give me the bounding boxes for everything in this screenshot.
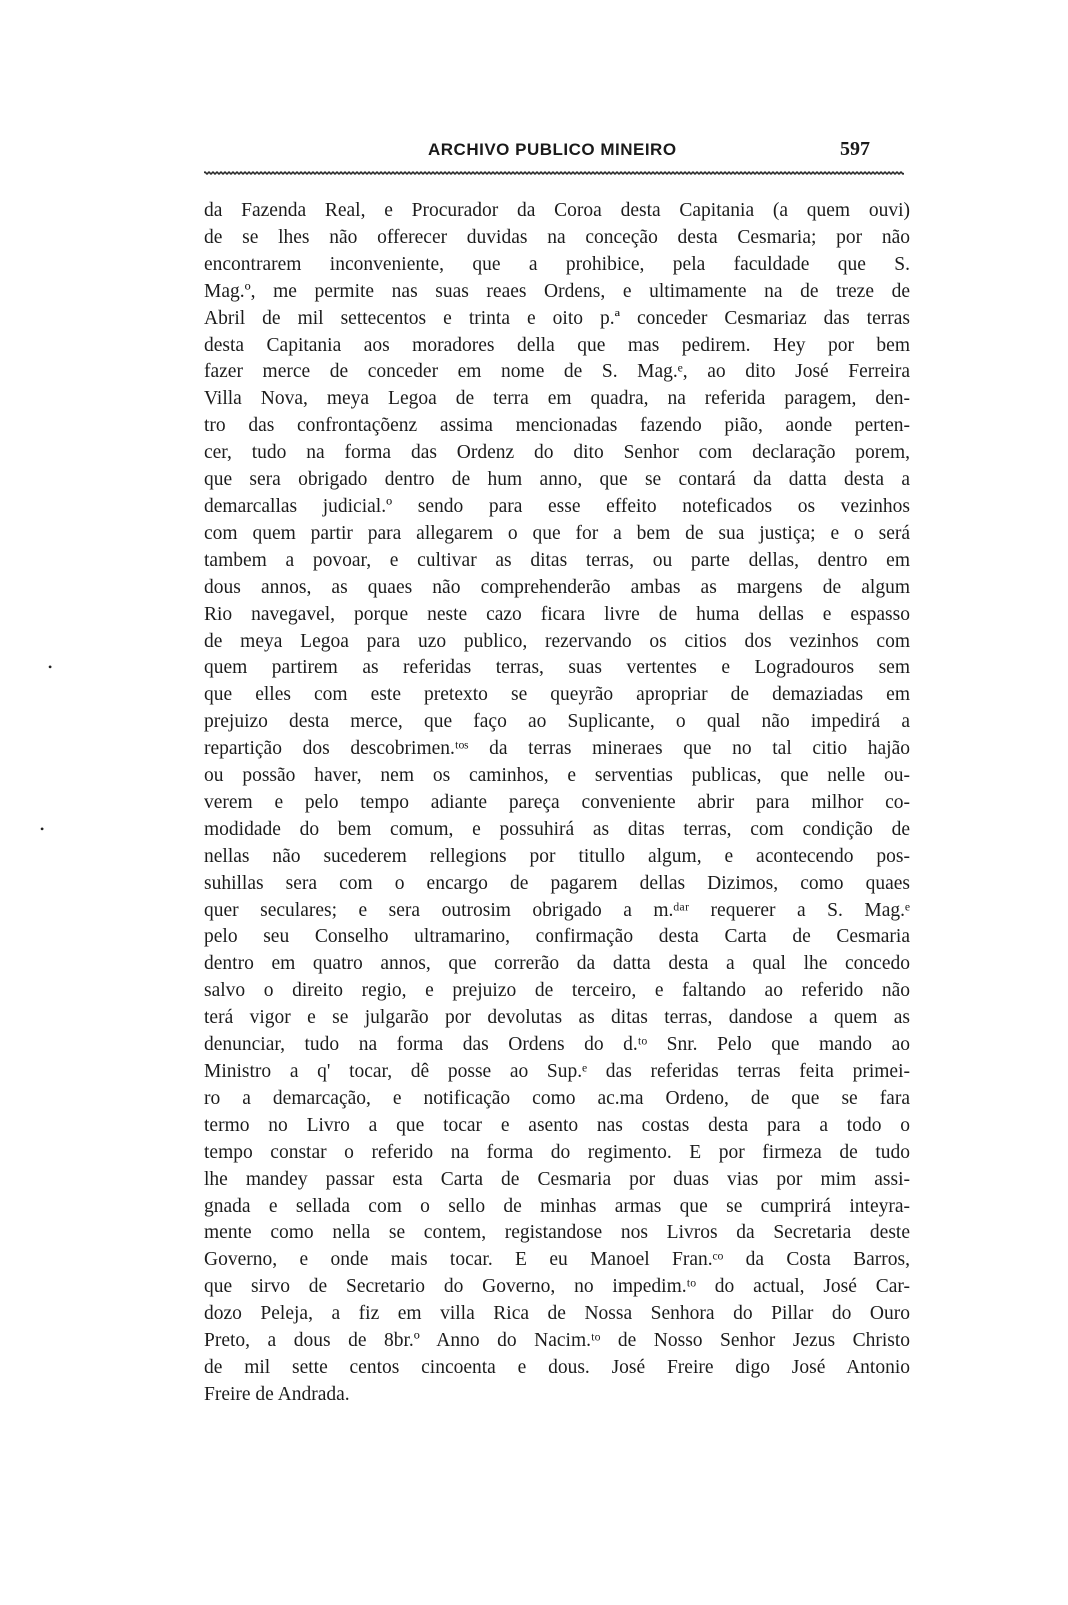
text-line: de meya Legoa para uzo publico, rezervando os citios dos vezinhos com	[204, 630, 910, 652]
text-line: dozo Peleja, a fiz em villa Rica de Nossa Senhora do Pillar do Ouro	[204, 1303, 910, 1325]
running-title: ARCHIVO PUBLICO MINEIRO	[428, 140, 677, 159]
text-line: dentro em quatro annos, que correrão da datta desta a qual lhe concedo	[204, 953, 910, 975]
text-line: tambem a povoar, e cultivar as ditas terras, ou parte dellas, dentro em	[204, 549, 910, 571]
text-line: Governo, e onde mais tocar. E eu Manoel Fran.ᶜᵒ da Costa Barros,	[204, 1249, 910, 1271]
text-line: Freire de Andrada.	[204, 1383, 350, 1405]
text-line: quer seculares; e sera outrosim obrigado a m.ᵈᵃʳ requerer a S. Mag.ᵉ	[204, 899, 910, 921]
text-line: repartição dos descobrimen.ᵗᵒˢ da terras mineraes que no tal citio hajão	[204, 738, 910, 760]
text-line: tempo constar o referido na forma do regimento. E por firmeza de tudo	[204, 1141, 910, 1163]
text-line: pelo seu Conselho ultramarino, confirmação desta Carta de Cesmaria	[204, 926, 910, 948]
text-line: mente como nella se contem, registandose nos Livros da Secretaria deste	[204, 1222, 910, 1244]
text-line: demarcallas judicial.º sendo para esse effeito noteficados os vezinhos	[204, 495, 910, 517]
text-line: Abril de mil settecentos e trinta e oito p.ª conceder Cesmariaz das terras	[204, 307, 910, 329]
text-line: encontrarem inconveniente, que a prohibice, pela faculdade que S.	[204, 253, 910, 275]
text-line: quem partirem as referidas terras, suas vertentes e Logradouros sem	[204, 657, 910, 679]
text-line: de mil sette centos cincoenta e dous. José Freire digo José Antonio	[204, 1356, 910, 1378]
margin-mark: •	[40, 822, 45, 836]
page-number: 597	[840, 138, 870, 160]
text-line: que sirvo de Secretario do Governo, no impedim.ᵗᵒ do actual, José Car-	[204, 1276, 910, 1298]
text-line: Villa Nova, meya Legoa de terra em quadra, na referida paragem, den-	[204, 388, 910, 410]
text-line: que sera obrigado dentro de hum anno, que se contará da datta desta a	[204, 469, 910, 491]
text-line: ro a demarcação, e notificação como ac.ma Ordeno, de que se fara	[204, 1087, 910, 1109]
text-line: suhillas sera com o encargo de pagarem dellas Dizimos, como quaes	[204, 872, 910, 894]
text-line: prejuizo desta merce, que faço ao Suplicante, o qual não impedirá a	[204, 711, 910, 733]
text-line: da Fazenda Real, e Procurador da Coroa desta Capitania (a quem ouvi)	[204, 200, 910, 221]
text-line: lhe mandey passar esta Carta de Cesmaria por duas vias por mim assi-	[204, 1168, 910, 1190]
text-line: nellas não sucederem rellegions por titullo algum, e acontecendo pos-	[204, 845, 910, 867]
text-line: denunciar, tudo na forma das Ordens do d.ᵗᵒ Snr. Pelo que mando ao	[204, 1034, 910, 1056]
text-line: Mag.º, me permite nas suas reaes Ordens, e ultimamente na de treze de	[204, 280, 910, 302]
text-line: verem e pelo tempo adiante pareça conveniente abrir para milhor co-	[204, 791, 910, 813]
text-line: desta Capitania aos moradores della que mas pedirem. Hey por bem	[204, 334, 910, 356]
text-line: Rio navegavel, porque neste cazo ficara livre de huma dellas e espasso	[204, 603, 910, 625]
margin-mark: •	[48, 660, 53, 674]
text-line: salvo o direito regio, e prejuizo de terceiro, e faltando ao referido não	[204, 980, 910, 1002]
text-line: de se lhes não offerecer duvidas na conceção desta Cesmaria; por não	[204, 226, 910, 248]
text-line: cer, tudo na forma das Ordenz do dito Senhor com declaração porem,	[204, 442, 910, 464]
text-line: com quem partir para allegarem o que for a bem de sua justiça; e o será	[204, 522, 910, 544]
text-line: dous annos, as quaes não comprehenderão ambas as margens de algum	[204, 576, 910, 598]
text-line: gnada e sellada com o sello de minhas armas que se cumprirá inteyra-	[204, 1195, 910, 1217]
text-line: ou possão haver, nem os caminhos, e serventias publicas, que nelle ou-	[204, 765, 910, 787]
text-line: terá vigor e se julgarão por devolutas as ditas terras, dandose a quem as	[204, 1007, 910, 1029]
text-line: modidade do bem comum, e possuhirá as ditas terras, com condição de	[204, 818, 910, 840]
text-line: fazer merce de conceder em nome de S. Mag.ᵉ, ao dito José Ferreira	[204, 361, 910, 383]
page-header	[204, 138, 904, 168]
text-line: termo no Livro a que tocar e asento nas costas desta para a todo o	[204, 1114, 910, 1136]
text-line: tro das confrontaçõenz assima mencionadas fazendo pião, aonde perten-	[204, 415, 910, 437]
text-line: Preto, a dous de 8br.º Anno do Nacim.ᵗᵒ de Nosso Senhor Jezus Christo	[204, 1330, 910, 1352]
text-line: Ministro a q' tocar, dê posse ao Sup.ᵉ das referidas terras feita primei-	[204, 1061, 910, 1082]
body-text	[204, 198, 910, 1409]
header-rule	[204, 170, 904, 176]
text-line: que elles com este pretexto se queyrão apropriar de demaziadas em	[204, 684, 910, 706]
